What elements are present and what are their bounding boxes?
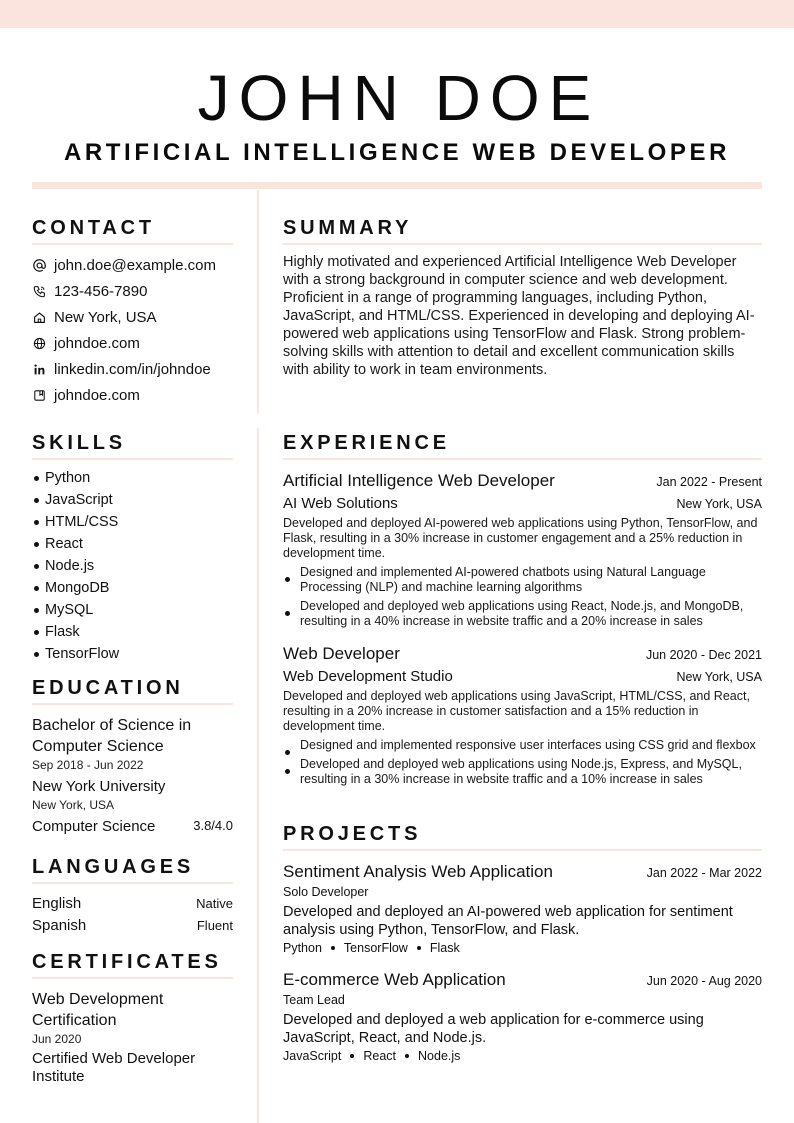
- header-divider: [32, 182, 762, 189]
- certificate-issuer: Certified Web Developer Institute: [32, 1050, 196, 1085]
- list-item: Python: [32, 467, 233, 489]
- list-item: Designed and implemented AI-powered chatbots using Natural Language Processing (NLP) and machine learning algorithms: [283, 565, 762, 595]
- project-title: E-commerce Web Application: [283, 970, 506, 989]
- list-item: MySQL: [32, 599, 233, 621]
- job-dates: Jan 2022 - Present: [656, 475, 762, 489]
- job-dates: Jun 2020 - Dec 2021: [645, 648, 762, 662]
- linkedin-icon: [32, 362, 46, 376]
- education-dates: Sep 2018 - Jun 2022: [32, 758, 144, 772]
- list-item: Node.js: [32, 555, 233, 577]
- language-level: Fluent: [196, 917, 233, 933]
- contact-heading: CONTACT: [32, 216, 233, 245]
- project-role: Team Lead: [283, 993, 345, 1007]
- list-item: Developed and deployed web applications using React, Node.js, and MongoDB, resulting in a 40% increase in website traffic and a 20% increase in sales: [283, 599, 762, 629]
- candidate-name: JOHN DOE: [197, 62, 601, 134]
- globe-icon: [32, 336, 46, 350]
- list-item: TensorFlow: [32, 643, 233, 665]
- project-tag: JavaScript: [283, 1049, 342, 1063]
- job-location: New York, USA: [676, 670, 762, 684]
- contact-linkedin-text: linkedin.com/in/johndoe: [54, 360, 211, 378]
- project-title: Sentiment Analysis Web Application: [283, 862, 553, 881]
- summary-heading: SUMMARY: [283, 216, 762, 245]
- certificates-heading: CERTIFICATES: [32, 950, 233, 979]
- contact-location: [32, 304, 233, 330]
- phone-icon: [32, 284, 46, 298]
- language-row: [32, 892, 233, 914]
- contact-location-text: New York, USA: [54, 308, 157, 326]
- education-heading: EDUCATION: [32, 676, 233, 705]
- project-entry: [283, 969, 762, 1063]
- contact-website-text: johndoe.com: [54, 334, 140, 352]
- job-title: Artificial Intelligence Web Developer: [283, 471, 555, 490]
- languages-heading: LANGUAGES: [32, 855, 233, 884]
- experience-entry: [283, 470, 762, 629]
- experience-entry: [283, 643, 762, 787]
- education-degree: Bachelor of Science in Computer Science: [32, 717, 192, 755]
- project-role: Solo Developer: [283, 885, 369, 899]
- language-row: [32, 914, 233, 936]
- skills-section: [32, 431, 233, 665]
- experience-section: [283, 431, 762, 791]
- languages-section: [32, 855, 233, 936]
- certificates-section: [32, 950, 233, 1086]
- education-university: New York University: [32, 778, 166, 795]
- job-location: New York, USA: [676, 497, 762, 511]
- candidate-title: ARTIFICIAL INTELLIGENCE WEB DEVELOPER: [63, 139, 731, 166]
- contact-portfolio[interactable]: [32, 382, 233, 408]
- list-item: React: [32, 533, 233, 555]
- skills-heading: SKILLS: [32, 431, 233, 460]
- list-item: HTML/CSS: [32, 511, 233, 533]
- language-level: Native: [196, 895, 233, 911]
- project-tag: Python: [283, 941, 322, 955]
- contact-phone-text: 123-456-7890: [54, 282, 148, 300]
- project-dates: Jun 2020 - Aug 2020: [646, 974, 762, 988]
- resume-header: [0, 60, 794, 167]
- portfolio-icon: [32, 388, 46, 402]
- certificate-name: Web Development Certification: [32, 991, 164, 1029]
- job-company: Web Development Studio: [283, 668, 453, 685]
- at-icon: [32, 258, 46, 272]
- language-name: English: [32, 894, 82, 912]
- project-tag: TensorFlow: [343, 941, 408, 955]
- list-item: JavaScript: [32, 489, 233, 511]
- list-item: Flask: [32, 621, 233, 643]
- project-description: Developed and deployed a web application for e-commerce using JavaScript, React, and Node.js.: [283, 1012, 704, 1046]
- project-dates: Jan 2022 - Mar 2022: [646, 866, 762, 880]
- education-field-row: [32, 818, 233, 835]
- contact-linkedin[interactable]: [32, 356, 233, 382]
- job-description: Developed and deployed AI-powered web applications using Python, TensorFlow, and Flask, resulting in a 30% increase in customer engagement and a 25% reduction in development time.: [283, 516, 758, 560]
- contact-section: [32, 216, 233, 408]
- projects-section: [283, 822, 762, 1063]
- education-gpa: 3.8/4.0: [193, 818, 233, 833]
- project-tags: [283, 941, 762, 955]
- contact-phone[interactable]: [32, 278, 233, 304]
- contact-email[interactable]: [32, 252, 233, 278]
- list-item: Developed and deployed web applications using Node.js, Express, and MySQL, resulting in a 30% increase in website traffic and a 10% increase in sales: [283, 757, 762, 787]
- project-tag: Flask: [429, 941, 460, 955]
- job-title: Web Developer: [283, 644, 400, 663]
- education-field: Computer Science: [32, 818, 156, 835]
- project-tags: [283, 1049, 762, 1063]
- summary-section: [283, 216, 762, 379]
- top-accent-bar: [0, 0, 794, 28]
- contact-website[interactable]: [32, 330, 233, 356]
- language-name: Spanish: [32, 916, 87, 934]
- contact-email-text: john.doe@example.com: [54, 256, 216, 274]
- column-divider-top: [257, 190, 259, 413]
- experience-heading: EXPERIENCE: [283, 431, 762, 460]
- home-icon: [32, 310, 46, 324]
- education-section: [32, 676, 233, 835]
- list-item: Designed and implemented responsive user interfaces using CSS grid and flexbox: [283, 738, 762, 753]
- list-item: MongoDB: [32, 577, 233, 599]
- project-tag: React: [363, 1049, 397, 1063]
- job-company: AI Web Solutions: [283, 495, 398, 512]
- column-divider-bottom: [257, 428, 259, 1123]
- contact-portfolio-text: johndoe.com: [54, 386, 140, 404]
- certificate-date: Jun 2020: [32, 1032, 82, 1046]
- skills-list: [32, 467, 233, 665]
- project-tag: Node.js: [418, 1049, 461, 1063]
- projects-heading: PROJECTS: [283, 822, 762, 851]
- summary-text: Highly motivated and experienced Artificial Intelligence Web Developer with a strong background in computer science and web development. Proficient in a range of programming languages, including Python, JavaScript, and HTML/CSS. Experienced in developing and deploying AI-powered web applications using TensorFlow and Flask. Strong problem-solving skills with attention to detail and excellent communication skills with ability to work in team environments.: [283, 254, 755, 378]
- job-description: Developed and deployed web applications using JavaScript, HTML/CSS, and React, resulting in a 20% increase in customer satisfaction and a 15% reduction in development time.: [283, 689, 750, 733]
- project-description: Developed and deployed an AI-powered web application for sentiment analysis using Python, TensorFlow, and Flask.: [283, 904, 733, 938]
- project-entry: [283, 861, 762, 955]
- education-location: New York, USA: [32, 798, 115, 812]
